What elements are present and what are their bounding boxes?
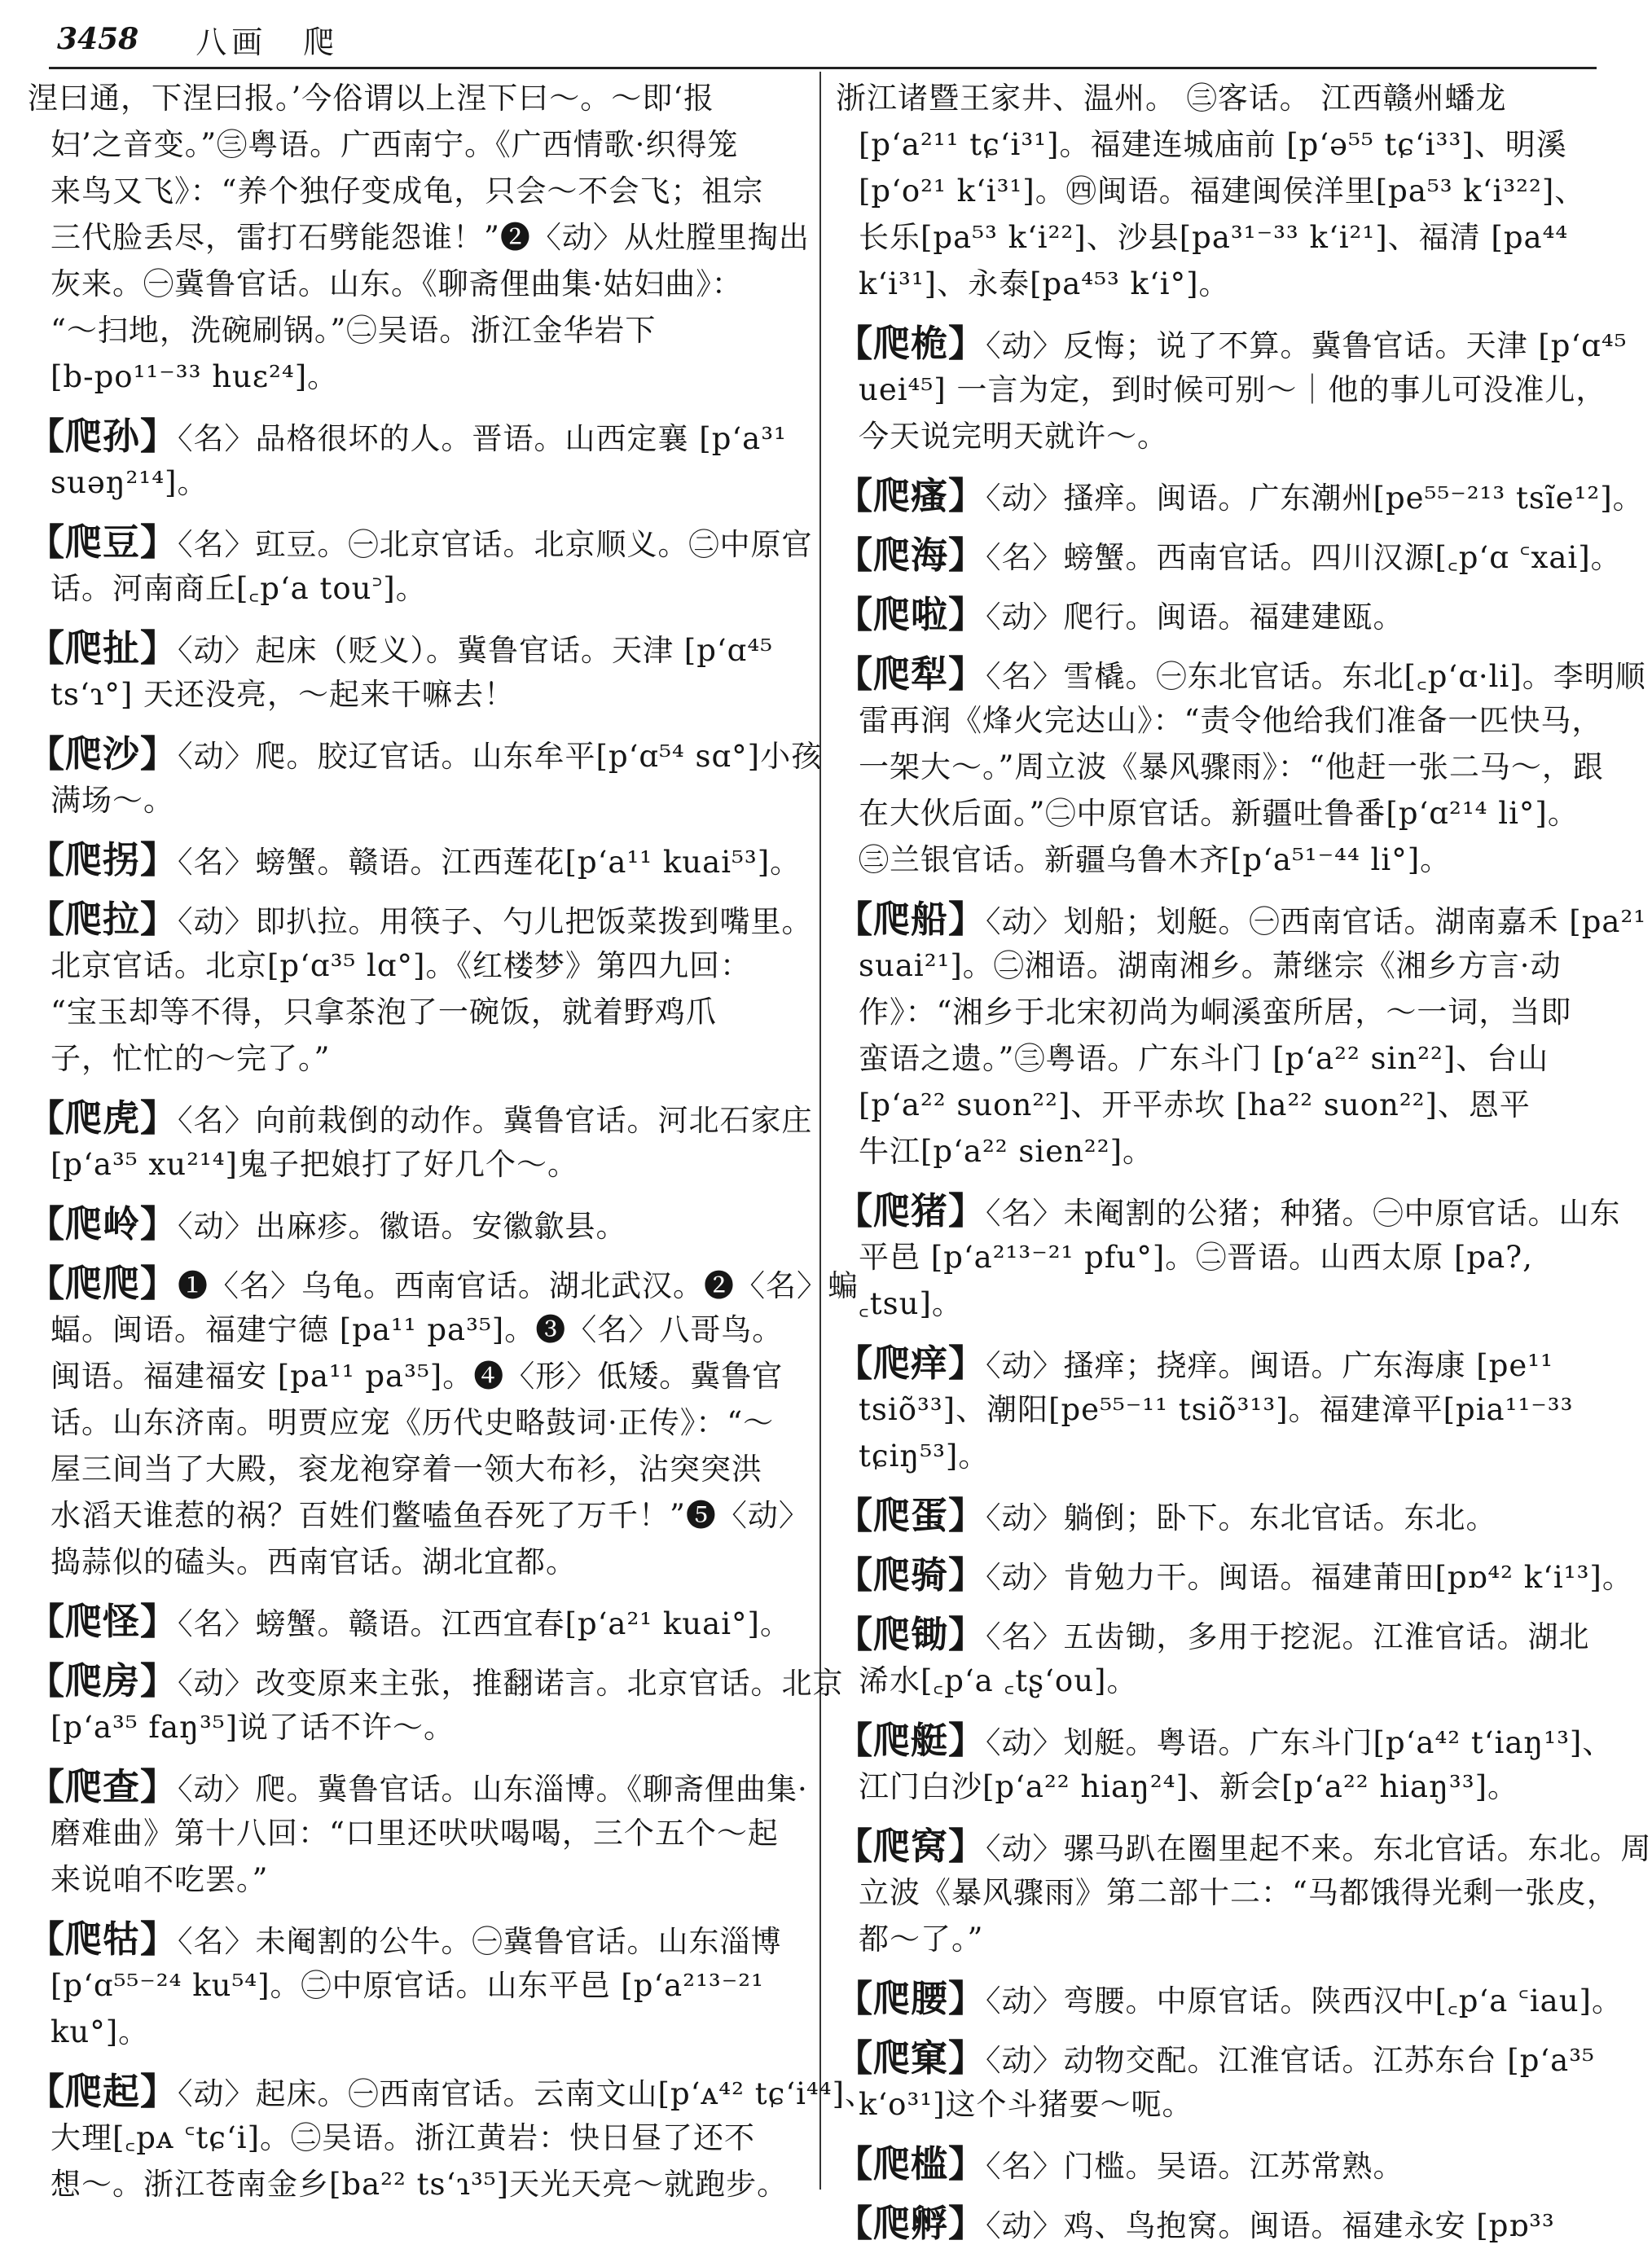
entry-line bbox=[28, 519, 813, 565]
entry-line bbox=[28, 121, 803, 168]
entry-text: 〈名〉螃蟹。赣语。江西宜春[p‘a²¹ kuai°]。 bbox=[178, 1606, 791, 1641]
entry-line bbox=[836, 261, 1610, 307]
entry-line bbox=[836, 532, 1622, 578]
entry-line bbox=[28, 1764, 808, 1810]
dictionary-entry bbox=[28, 1658, 844, 1750]
entry-text: 〈动〉爬。冀鲁官话。山东淄博。《聊斋俚曲集· bbox=[178, 1772, 808, 1807]
entry-text: 〈动〉即扒拉。用筷子、勺儿把饭菜拨到嘴里。 bbox=[178, 904, 813, 939]
entry-text: ❶〈名〉乌龟。西南官话。湖北武汉。❷〈名〉蝙 bbox=[178, 1268, 859, 1303]
entry-text: 捣蒜似的磕头。西南官话。湖北宜都。 bbox=[51, 1544, 577, 1579]
entry-text: 子，忙忙的～完了。” bbox=[51, 1041, 331, 1076]
entry-headword: 【爬怪】 bbox=[28, 1600, 178, 1643]
entry-text: 大理[꜀pᴀ ꜂tɕ‘i]。㊁吴语。浙江黄岩：快日昼了还不 bbox=[51, 2120, 756, 2155]
entry-headword: 【爬虎】 bbox=[28, 1096, 178, 1140]
entry-text: k‘o³¹]这个斗猪要～呃。 bbox=[859, 2087, 1193, 2122]
entry-line bbox=[836, 75, 1610, 121]
entry-line bbox=[836, 1658, 1610, 1704]
entry-text: 〈名〉门槛。吴语。江苏常熟。 bbox=[986, 2149, 1404, 2184]
entry-headword: 【爬爬】 bbox=[28, 1262, 178, 1305]
dictionary-entry bbox=[836, 532, 1622, 578]
entry-headword: 【爬腰】 bbox=[836, 1977, 986, 2020]
entry-text: 闽语。福建福安 [pa¹¹ pa³⁵]。❹〈形〉低矮。冀鲁官 bbox=[51, 1359, 784, 1394]
entry-text: 〈动〉起床（贬义）。冀鲁官话。天津 [p‘ɑ⁴⁵ bbox=[178, 633, 774, 668]
entry-line bbox=[28, 1095, 813, 1141]
entry-headword: 【爬查】 bbox=[28, 1765, 178, 1808]
entry-text: 浠水[꜀p‘a ꜀tʂ‘ou]。 bbox=[859, 1663, 1138, 1698]
entry-line bbox=[28, 1704, 803, 1750]
entry-line bbox=[28, 1260, 859, 1307]
entry-line bbox=[28, 307, 803, 354]
entry-headword: 【爬房】 bbox=[28, 1659, 178, 1702]
entry-text: 灰来。㊀冀鲁官话。山东。《聊斋俚曲集·姑妇曲》： bbox=[51, 266, 743, 301]
entry-text: 屋三间当了大殿，衮龙袍穿着一领大布衫，沾突突洪 bbox=[51, 1452, 762, 1487]
entry-text: 来鸟又飞》：“养个独仔变成龟，只会～不会飞；祖宗 bbox=[51, 174, 764, 209]
entry-line bbox=[28, 261, 803, 307]
entry-line bbox=[836, 2081, 1610, 2128]
entry-line bbox=[28, 1307, 803, 1353]
entry-line bbox=[836, 1869, 1618, 1916]
running-header bbox=[57, 15, 1588, 64]
entry-text: 来说咱不吃罢。” bbox=[51, 1862, 269, 1897]
column-divider bbox=[819, 72, 821, 2190]
dictionary-entry bbox=[28, 519, 813, 612]
entry-line bbox=[836, 2141, 1610, 2187]
entry-text: 〈名〉螃蟹。西南官话。四川汉源[꜀p‘ɑ ꜂xai]。 bbox=[986, 540, 1622, 575]
entry-text: 三代脸丢尽，雷打石劈能怨谁！”❷〈动〉从灶膛里掏出 bbox=[51, 220, 810, 255]
dictionary-entry bbox=[836, 1823, 1652, 1962]
entry-text: 〈名〉五齿锄，多用于挖泥。江淮官话。湖北 bbox=[986, 1619, 1590, 1654]
entry-text: 〈动〉动物交配。江淮官话。江苏东台 [p‘a³⁵ bbox=[986, 2043, 1595, 2078]
dictionary-entry bbox=[28, 731, 823, 824]
entry-text: 作》：“湘乡于北宋初尚为峒溪蛮所居，～一词，当即 bbox=[859, 995, 1572, 1030]
entry-line bbox=[836, 896, 1647, 942]
dictionary-entry bbox=[836, 2141, 1610, 2187]
entry-text: 妇’之音变。”㊂粤语。广西南宁。《广西情歌·织得笼 bbox=[51, 127, 739, 162]
right-column bbox=[836, 75, 1652, 2245]
entry-line bbox=[836, 1552, 1633, 1598]
dictionary-entry bbox=[836, 591, 1610, 638]
entry-text: [b-po¹¹⁻³³ huɛ²⁴]。 bbox=[51, 359, 339, 394]
entry-text: suai²¹]。㊁湘语。湖南湘乡。萧继宗《湘乡方言·动 bbox=[859, 948, 1562, 983]
entry-text: “～扫地，洗碗刷锅。”㊁吴语。浙江金华岩下 bbox=[51, 313, 657, 348]
entry-headword: 【爬窠】 bbox=[836, 2036, 986, 2080]
entry-text: 〈动〉躺倒；卧下。东北官话。东北。 bbox=[986, 1500, 1497, 1535]
entry-line bbox=[836, 1035, 1610, 1082]
dictionary-entry bbox=[836, 2200, 1610, 2247]
entry-line bbox=[28, 777, 803, 824]
dictionary-entry bbox=[836, 1611, 1610, 1704]
entry-text: [p‘o²¹ k‘i³¹]。㊃闽语。福建闽侯洋里[pa⁵³ k‘i³²²]、 bbox=[859, 174, 1586, 209]
entry-text: 〈动〉搔痒；挠痒。闽语。广东海康 [pe¹¹ bbox=[986, 1348, 1553, 1383]
entry-line bbox=[28, 1201, 803, 1247]
entry-text: 蝠。闽语。福建宁德 [pa¹¹ pa³⁵]。❸〈名〉八哥鸟。 bbox=[51, 1312, 784, 1347]
dictionary-entry bbox=[28, 1916, 803, 2055]
entry-line bbox=[28, 625, 803, 671]
entry-text: 〈动〉肯勉力干。闽语。福建莆田[pɒ⁴² k‘i¹³]。 bbox=[986, 1560, 1633, 1595]
entry-headword: 【爬骑】 bbox=[836, 1553, 986, 1597]
entry-text: [p‘a³⁵ faŋ³⁵]说了话不许～。 bbox=[51, 1710, 455, 1745]
entry-line bbox=[836, 121, 1610, 168]
entry-line bbox=[28, 1598, 803, 1645]
entry-text: tɕiŋ⁵³]。 bbox=[859, 1439, 990, 1474]
entry-line bbox=[836, 1717, 1614, 1764]
entry-headword: 【爬犁】 bbox=[836, 652, 986, 696]
entry-text: k‘i³¹]、永泰[pa⁴⁵³ k‘i°]。 bbox=[859, 266, 1230, 301]
entry-line bbox=[836, 320, 1628, 367]
dictionary-entry bbox=[836, 472, 1644, 519]
entry-text: 〈动〉出麻疹。徽语。安徽歙县。 bbox=[178, 1209, 627, 1244]
dictionary-entry bbox=[28, 2068, 877, 2207]
entry-line bbox=[836, 168, 1610, 214]
header-rule bbox=[49, 67, 1597, 69]
entry-line bbox=[28, 896, 813, 942]
dictionary-entry bbox=[836, 896, 1647, 1175]
entry-line bbox=[836, 1082, 1610, 1128]
entry-text: 都～了。” bbox=[859, 1922, 984, 1957]
dictionary-entry bbox=[28, 1764, 808, 1903]
entry-headword: 【爬孵】 bbox=[836, 2202, 986, 2245]
entry-headword: 【爬豆】 bbox=[28, 521, 178, 564]
entry-headword: 【爬窝】 bbox=[836, 1825, 986, 1868]
page-number: 3458 bbox=[57, 22, 139, 56]
entry-line bbox=[836, 790, 1610, 837]
entry-text: [p‘a²² suon²²]、开平赤坎 [ha²² suon²²]、恩平 bbox=[859, 1087, 1531, 1122]
entry-headword: 【爬瘙】 bbox=[836, 474, 986, 517]
entry-line bbox=[836, 837, 1610, 883]
entry-text: 话。河南商丘[꜀p‘a tou꜄]。 bbox=[51, 571, 427, 606]
entry-text: 〈动〉划艇。粤语。广东斗门[p‘a⁴² t‘iaŋ¹³]、 bbox=[986, 1725, 1614, 1760]
entry-text: 〈名〉豇豆。㊀北京官话。北京顺义。㊁中原官 bbox=[178, 527, 813, 562]
entry-line bbox=[28, 168, 803, 214]
entry-line bbox=[836, 1611, 1610, 1658]
entry-text: 在大伙后面。”㊁中原官话。新疆吐鲁番[p‘ɑ²¹⁴ li°]。 bbox=[859, 796, 1579, 831]
entry-line bbox=[28, 671, 803, 718]
entry-text: 雷再润《烽火完达山》：“责令他给我们准备一匹快马， bbox=[859, 703, 1603, 738]
entry-headword: 【爬起】 bbox=[28, 2070, 178, 2113]
entry-line bbox=[836, 214, 1610, 261]
entry-line bbox=[836, 591, 1610, 638]
entry-text: 〈动〉骡马趴在圈里起不来。东北官话。东北。周 bbox=[986, 1831, 1652, 1866]
entry-headword: 【爬桅】 bbox=[836, 322, 986, 365]
entry-line bbox=[28, 1916, 803, 1962]
entry-text: 满场～。 bbox=[51, 783, 174, 818]
entry-text: 立波《暴风骤雨》第二部十二：“马都饿得光剩一张皮， bbox=[859, 1875, 1618, 1910]
entry-line bbox=[836, 1128, 1610, 1175]
entry-line bbox=[836, 1340, 1610, 1386]
entry-line bbox=[836, 367, 1610, 413]
dictionary-entry bbox=[836, 1188, 1621, 1327]
entry-text: 〈动〉爬。胶辽官话。山东牟平[p‘ɑ⁵⁴ sɑ°]小孩 bbox=[178, 739, 823, 774]
entry-line bbox=[28, 1539, 803, 1585]
entry-line bbox=[28, 837, 803, 883]
entry-line bbox=[836, 744, 1610, 790]
entry-line bbox=[28, 1141, 803, 1188]
entry-text: 话。山东济南。明贾应宠《历代史略鼓词·正传》：“～ bbox=[51, 1405, 775, 1440]
entry-headword: 【爬槛】 bbox=[836, 2142, 986, 2185]
entry-line bbox=[836, 1823, 1652, 1869]
entry-text: uei⁴⁵] 一言为定，到时候可别～｜他的事儿可没准儿， bbox=[859, 372, 1607, 407]
entry-text: 浙江诸暨王家井、温州。 ㊂客话。 江西赣州蟠龙 bbox=[836, 81, 1507, 116]
entry-line bbox=[28, 214, 810, 261]
entry-line bbox=[28, 75, 803, 121]
dictionary-entry bbox=[28, 837, 803, 883]
entry-line bbox=[836, 989, 1610, 1035]
entry-line bbox=[28, 1856, 803, 1903]
entry-line bbox=[28, 1399, 803, 1446]
entry-text: 北京官话。北京[p‘ɑ³⁵ lɑ°]。《红楼梦》第四九回： bbox=[51, 948, 751, 983]
entry-line bbox=[836, 1386, 1610, 1433]
entry-line bbox=[836, 2035, 1610, 2081]
entry-line bbox=[836, 413, 1610, 459]
entry-line bbox=[836, 1492, 1610, 1539]
dictionary-entry bbox=[28, 1095, 813, 1188]
entry-headword: 【爬拉】 bbox=[28, 898, 178, 941]
entry-line bbox=[28, 2068, 877, 2115]
entry-line bbox=[28, 459, 803, 506]
entry-headword: 【爬牯】 bbox=[28, 1917, 178, 1961]
entry-line bbox=[836, 1234, 1610, 1280]
dictionary-entry bbox=[836, 75, 1610, 307]
section-title: 八画 爬 bbox=[196, 24, 340, 60]
entry-text: ㊂兰银官话。新疆乌鲁木齐[p‘a⁵¹⁻⁴⁴ li°]。 bbox=[859, 842, 1452, 877]
entry-text: ꜀tsu]。 bbox=[859, 1286, 963, 1321]
entry-text: 〈动〉爬行。闽语。福建建瓯。 bbox=[986, 600, 1404, 635]
entry-line bbox=[28, 942, 803, 989]
dictionary-entry bbox=[28, 1260, 859, 1585]
entry-line bbox=[28, 1353, 803, 1399]
entry-text: 〈动〉反悔；说了不算。冀鲁官话。天津 [p‘ɑ⁴⁵ bbox=[986, 328, 1628, 363]
entry-text: 〈动〉起床。㊀西南官话。云南文山[p‘ᴀ⁴² tɕ‘i⁴⁴]、 bbox=[178, 2076, 877, 2111]
entry-line bbox=[836, 1975, 1623, 2022]
dictionary-entry bbox=[28, 75, 810, 400]
entry-line bbox=[28, 354, 803, 400]
entry-text: [p‘a²¹¹ tɕ‘i³¹]。福建连城庙前 [p‘ə⁵⁵ tɕ‘i³³]、明溪 bbox=[859, 127, 1567, 162]
entry-line bbox=[28, 565, 803, 612]
entry-text: 今天说完明天就许～。 bbox=[859, 419, 1168, 454]
entry-headword: 【爬艇】 bbox=[836, 1719, 986, 1762]
entry-text: [p‘ɑ⁵⁵⁻²⁴ ku⁵⁴]。㊁中原官话。山东平邑 [p‘a²¹³⁻²¹ bbox=[51, 1968, 764, 2003]
entry-text: 水滔天谁惹的祸？百姓们鳖嗑鱼吞死了万千！”❺〈动〉 bbox=[51, 1498, 810, 1533]
entry-line bbox=[28, 2161, 803, 2207]
entry-text: 〈名〉未阉割的公猪；种猪。㊀中原官话。山东 bbox=[986, 1196, 1621, 1231]
entry-line bbox=[836, 1280, 1610, 1327]
entry-text: 江门白沙[p‘a²² hiaŋ²⁴]、新会[p‘a²² hiaŋ³³]。 bbox=[859, 1769, 1519, 1804]
entry-text: 平邑 [p‘a²¹³⁻²¹ pfu°]。㊁晋语。山西太原 [pa?, bbox=[859, 1240, 1533, 1275]
entry-text: 〈动〉弯腰。中原官话。陕西汉中[꜀p‘a ꜂iau]。 bbox=[986, 1983, 1623, 2018]
dictionary-entry bbox=[28, 413, 803, 506]
entry-headword: 【爬蛋】 bbox=[836, 1494, 986, 1537]
entry-headword: 【爬啦】 bbox=[836, 593, 986, 636]
entry-headword: 【爬岭】 bbox=[28, 1202, 178, 1245]
dictionary-entry bbox=[836, 2035, 1610, 2128]
dictionary-entry bbox=[28, 896, 813, 1082]
entry-text: 长乐[pa⁵³ k‘i²²]、沙县[pa³¹⁻³³ k‘i²¹]、福清 [pa⁴⁴ bbox=[859, 220, 1569, 255]
entry-line bbox=[28, 1962, 803, 2009]
entry-text: 牛江[p‘a²² sien²²]。 bbox=[859, 1134, 1154, 1169]
entry-line bbox=[836, 2200, 1610, 2247]
entry-text: 〈名〉螃蟹。赣语。江西莲花[p‘a¹¹ kuai⁵³]。 bbox=[178, 845, 802, 880]
entry-headword: 【爬扯】 bbox=[28, 626, 178, 670]
entry-text: 磨难曲》第十八回：“口里还吠吠喝喝，三个五个～起 bbox=[51, 1816, 779, 1851]
entry-text: 〈名〉雪橇。㊀东北官话。东北[꜀p‘ɑ·li]。李明顺 bbox=[986, 659, 1646, 694]
entry-line bbox=[28, 2115, 803, 2161]
entry-headword: 【爬锄】 bbox=[836, 1613, 986, 1656]
entry-text: ts‘ɿ°] 天还没亮，～起来干嘛去！ bbox=[51, 677, 516, 712]
dictionary-entry bbox=[836, 1492, 1610, 1539]
dictionary-entry bbox=[28, 1598, 803, 1645]
entry-text: [p‘a³⁵ xu²¹⁴]鬼子把娘打了好几个～。 bbox=[51, 1147, 578, 1182]
entry-line bbox=[836, 1916, 1610, 1962]
entry-headword: 【爬孙】 bbox=[28, 415, 178, 458]
dictionary-entry bbox=[836, 320, 1628, 459]
entry-line bbox=[28, 989, 803, 1035]
entry-text: 〈名〉品格很坏的人。晋语。山西定襄 [p‘a³¹ bbox=[178, 421, 787, 456]
entry-text: suəŋ²¹⁴]。 bbox=[51, 465, 209, 500]
entry-text: 〈动〉鸡、鸟抱窝。闽语。福建永安 [pɒ³³ bbox=[986, 2208, 1555, 2243]
entry-text: 想～。浙江苍南金乡[ba²² ts‘ɿ³⁵]天光天亮～就跑步。 bbox=[51, 2167, 789, 2202]
dictionary-entry bbox=[836, 651, 1646, 883]
entry-line bbox=[28, 1658, 844, 1704]
entry-text: 〈名〉向前栽倒的动作。冀鲁官话。河北石家庄 bbox=[178, 1103, 813, 1138]
dictionary-entry bbox=[836, 1340, 1610, 1479]
entry-text: tsiõ³³]、潮阳[pe⁵⁵⁻¹¹ tsiõ³¹³]。福建漳平[pia¹¹⁻³³ bbox=[859, 1392, 1574, 1427]
entry-line bbox=[28, 2009, 803, 2055]
dictionary-entry bbox=[836, 1717, 1614, 1810]
entry-line bbox=[28, 1035, 803, 1082]
entry-line bbox=[28, 731, 823, 777]
dictionary-entry bbox=[28, 625, 803, 718]
entry-text: 〈动〉划船；划艇。㊀西南官话。湖南嘉禾 [pa²¹ bbox=[986, 904, 1647, 939]
entry-headword: 【爬拐】 bbox=[28, 838, 178, 881]
entry-text: ku°]。 bbox=[51, 2014, 150, 2049]
entry-headword: 【爬船】 bbox=[836, 898, 986, 941]
entry-headword: 【爬猪】 bbox=[836, 1189, 986, 1232]
entry-text: 涅曰通，下涅曰报。’今俗谓以上涅下曰～。～即‘报 bbox=[28, 81, 715, 116]
entry-line bbox=[836, 1433, 1610, 1479]
entry-line bbox=[28, 1810, 803, 1856]
entry-headword: 【爬海】 bbox=[836, 534, 986, 577]
dictionary-entry bbox=[836, 1975, 1623, 2022]
entry-text: “宝玉却等不得，只拿茶泡了一碗饭，就着野鸡爪 bbox=[51, 995, 717, 1030]
entry-line bbox=[836, 651, 1646, 697]
dictionary-entry bbox=[28, 1201, 803, 1247]
entry-text: 〈动〉改变原来主张，推翻诺言。北京官话。北京 bbox=[178, 1666, 844, 1701]
entry-text: 蛮语之遗。”㊂粤语。广东斗门 [p‘a²² sin²²]、台山 bbox=[859, 1041, 1549, 1076]
entry-headword: 【爬沙】 bbox=[28, 732, 178, 775]
entry-line bbox=[836, 1764, 1610, 1810]
entry-line bbox=[28, 1446, 803, 1492]
entry-text: 一架大～。”周立波《暴风骤雨》：“他赶一张二马～，跟 bbox=[859, 749, 1604, 784]
entry-line bbox=[28, 1492, 810, 1539]
entry-line bbox=[836, 472, 1644, 519]
entry-line bbox=[836, 942, 1610, 989]
entry-text: 〈名〉未阉割的公牛。㊀冀鲁官话。山东淄博 bbox=[178, 1924, 782, 1959]
left-column bbox=[28, 75, 877, 2202]
entry-text: 〈动〉搔痒。闽语。广东潮州[pe⁵⁵⁻²¹³ tsĩe¹²]。 bbox=[986, 481, 1644, 516]
entry-line bbox=[28, 413, 803, 459]
entry-line bbox=[836, 1188, 1621, 1234]
entry-line bbox=[836, 697, 1610, 744]
dictionary-entry bbox=[836, 1552, 1633, 1598]
entry-headword: 【爬痒】 bbox=[836, 1342, 986, 1385]
